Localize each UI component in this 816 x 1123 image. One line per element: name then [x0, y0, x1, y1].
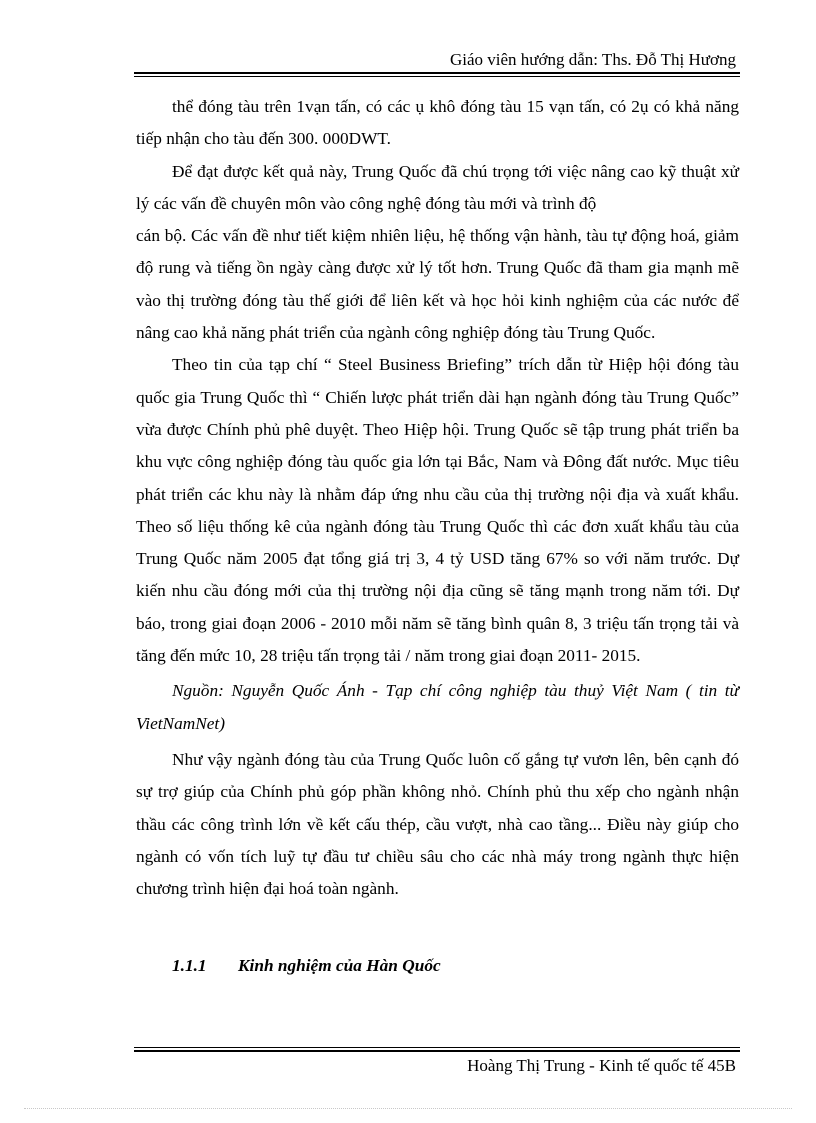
- paragraph-3: Theo tin của tạp chí “ Steel Business Briefing” trích dẫn từ Hiệp hội đóng tàu quốc gia Trung Quốc thì “ Chiến lược phát triển dài hạn ngành đóng tàu Trung Quốc” vừa được Chính phủ phê duyệt. Theo Hiệp hội. Trung Quốc sẽ tập trung phát triển ba khu vực công nghiệp đóng tàu quốc gia lớn tại Bắc, Nam và Đông đất nước. Mục tiêu phát triển các khu này là nhằm đáp ứng nhu cầu của thị trường nội địa và xuất khẩu. Theo số liệu thống kê của ngành đóng tàu Trung Quốc thì các đơn xuất khẩu tàu của Trung Quốc năm 2005 đạt tổng giá trị 3, 4 tỷ USD tăng 67% so với năm trước. Dự kiến nhu cầu đóng mới của thị trường nội địa cũng sẽ tăng mạnh trong năm tới. Dự báo, trong giai đoạn 2006 - 2010 mỗi năm sẽ tăng bình quân 8, 3 triệu tấn trọng tải và tăng đến mức 10, 28 triệu tấn trọng tải / năm trong giai đoạn 2011- 2015.: [136, 355, 739, 666]
- section-title: Kinh nghiệm của Hàn Quốc: [238, 956, 441, 975]
- paragraph-1: thể đóng tàu trên 1vạn tấn, có các ụ khô đóng tàu 15 vạn tấn, có 2ụ có khả năng tiếp nhận cho tàu đến 300. 000DWT.: [136, 97, 739, 149]
- header-rule: [134, 72, 740, 77]
- page-footer: Hoàng Thị Trung - Kinh tế quốc tế 45B: [467, 1056, 736, 1075]
- paragraph-2: Để đạt được kết quả này, Trung Quốc đã chú trọng tới việc nâng cao kỹ thuật xử lý các vấn đề chuyên môn vào công nghệ đóng tàu mới và trình độ: [136, 161, 739, 213]
- section-number: 1.1.1: [172, 956, 207, 975]
- section-heading: [172, 956, 441, 976]
- source-citation: Nguồn: Nguyễn Quốc Ánh - Tạp chí công nghiệp tàu thuỷ Việt Nam ( tin từ VietNamNet): [136, 681, 739, 733]
- footer-rule: [134, 1047, 740, 1052]
- page-bottom-divider: [24, 1108, 792, 1109]
- document-body: [136, 91, 739, 905]
- page-header: Giáo viên hướng dẫn: Ths. Đỗ Thị Hương: [449, 50, 736, 69]
- paragraph-2-continued: cán bộ. Các vấn đề như tiết kiệm nhiên liệu, hệ thống vận hành, tàu tự động hoá, giảm độ rung và tiếng ồn ngày càng được xử lý tốt hơn. Trung Quốc đã tham gia mạnh mẽ vào thị trường đóng tàu thế giới để liên kết và học hỏi kinh nghiệm của các nước để nâng cao khả năng phát triển của ngành công nghiệp đóng tàu Trung Quốc.: [136, 226, 739, 343]
- paragraph-4: Như vậy ngành đóng tàu của Trung Quốc luôn cố gắng tự vươn lên, bên cạnh đó sự trợ giúp của Chính phủ góp phần không nhỏ. Chính phủ thu xếp cho ngành nhận thầu các công trình lớn về kết cấu thép, cầu vượt, nhà cao tầng... Điều này giúp cho ngành có vốn tích luỹ tự đầu tư chiều sâu cho các nhà máy trong ngành thực hiện chương trình hiện đại hoá toàn ngành.: [136, 749, 739, 899]
